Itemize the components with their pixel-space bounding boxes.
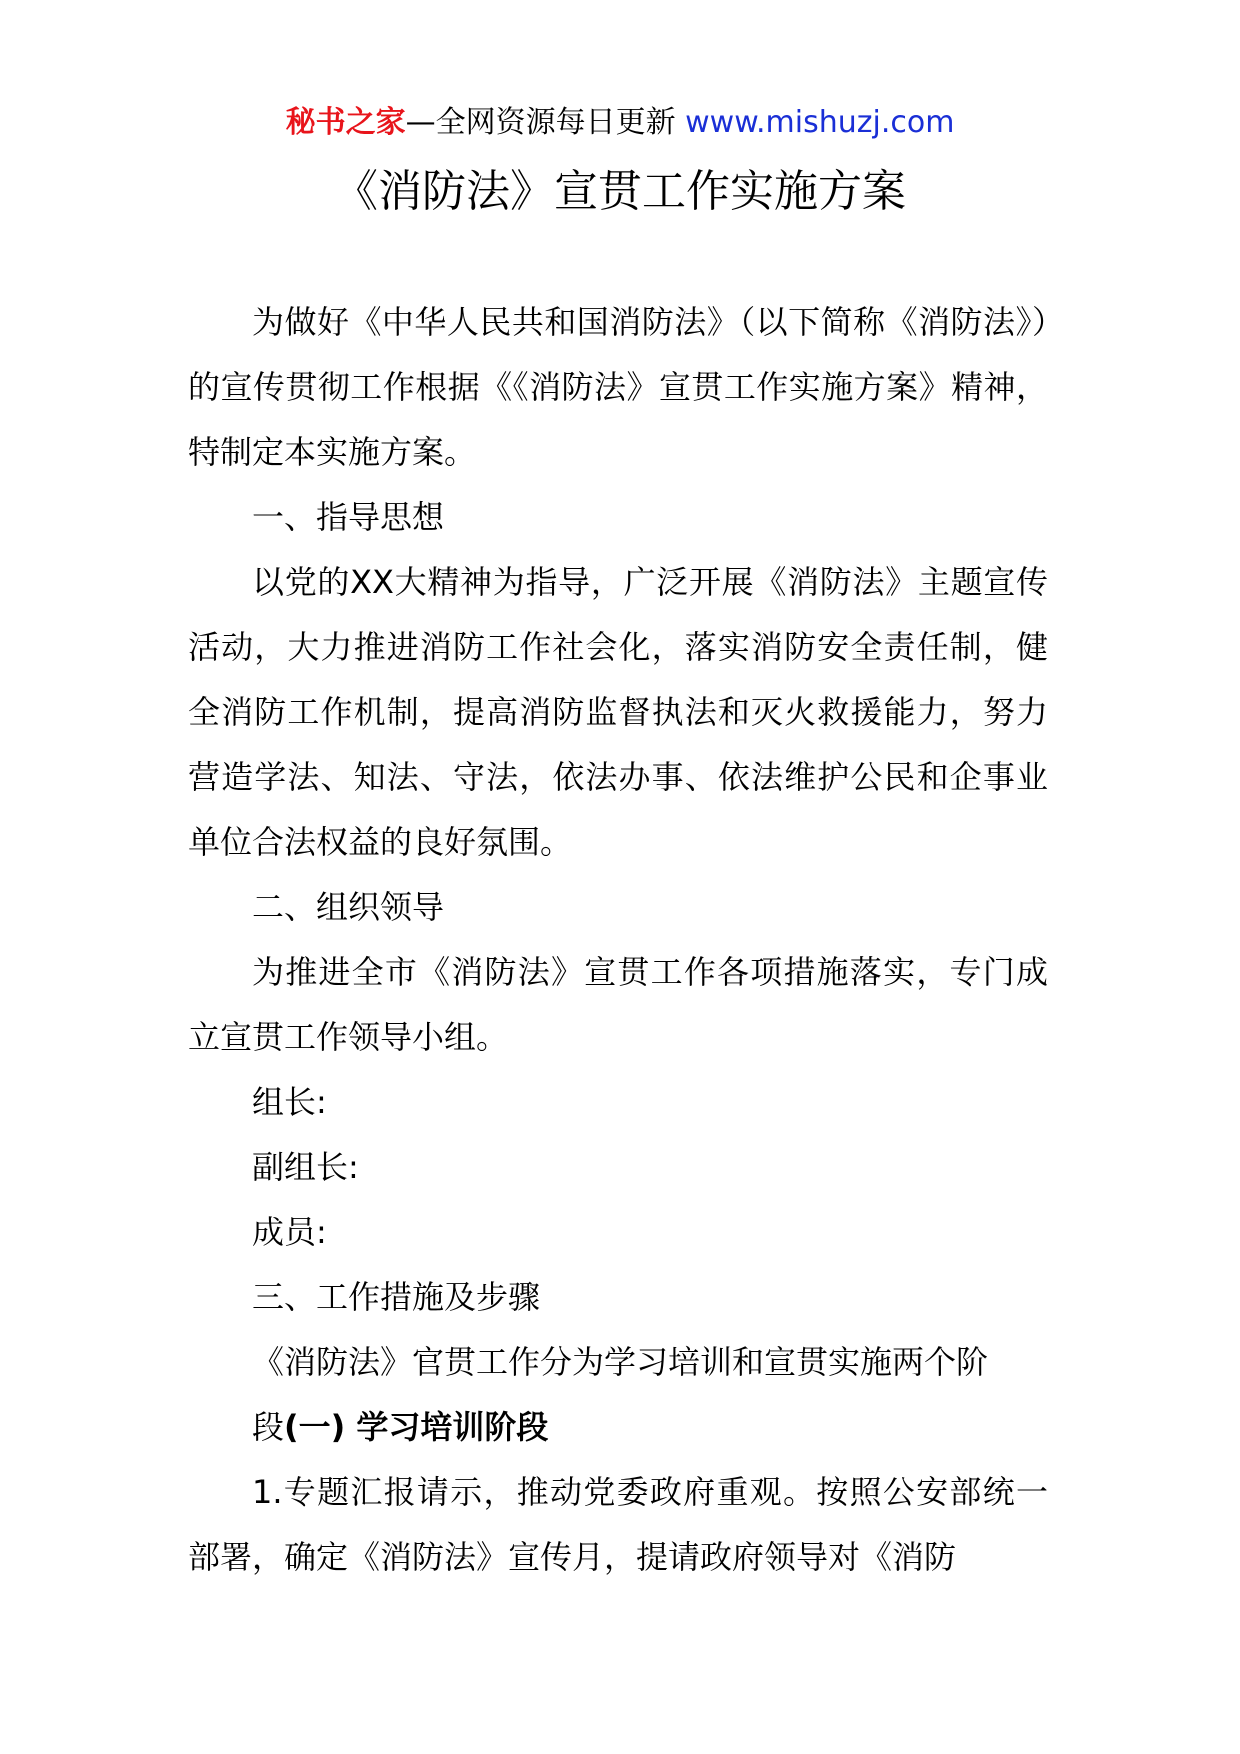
section-heading-2: 二、组织领导 [252, 888, 445, 926]
section-heading-3: 三、工作措施及步骤 [252, 1278, 541, 1316]
intro-paragraph: 为做好《中华人民共和国消防法》（以下简称《消防法》）的宣传贯彻工作根据《《消防法》宣贯工作实施方案》精神，特制定本实施方案。 [188, 303, 1048, 471]
deputy-leader-line: 副组长: [252, 1148, 359, 1186]
document-title: 《消防法》宣贯工作实施方案 [334, 166, 906, 217]
brand-name: 秘书之家 [285, 105, 406, 140]
stage-line-prefix: 段 [252, 1408, 285, 1446]
document-body [188, 290, 1048, 1590]
header-slogan: —全网资源每日更新 [405, 105, 676, 140]
site-header [0, 98, 1240, 148]
members-line: 成员: [252, 1213, 327, 1251]
item-1-paragraph: 1.专题汇报请示，推动党委政府重观。按照公安部统一部署，确定《消防法》宣传月，提请政府领导对《消防 [188, 1473, 1048, 1576]
section-heading-1: 一、指导思想 [252, 498, 445, 536]
organization-paragraph: 为推进全市《消防法》宣贯工作各项措施落实，专门成立宣贯工作领导小组。 [188, 953, 1048, 1056]
stage-one-heading: (一) 学习培训阶段 [284, 1408, 549, 1446]
stages-paragraph: 《消防法》官贯工作分为学习培训和宣贯实施两个阶 [252, 1343, 989, 1381]
guiding-ideology-paragraph: 以党的XX大精神为指导，广泛开展《消防法》主题宣传活动，大力推进消防工作社会化，落实消防安全责任制，健全消防工作机制，提高消防监督执法和灭火救援能力，努力营造学法、知法、守法，依法办事、依法维护公民和企事业单位合法权益的良好氛围。 [188, 563, 1048, 861]
header-url-link[interactable]: www.mishuzj.com [685, 105, 955, 140]
stage-one-line [188, 1395, 1048, 1460]
leader-line: 组长: [252, 1083, 327, 1121]
